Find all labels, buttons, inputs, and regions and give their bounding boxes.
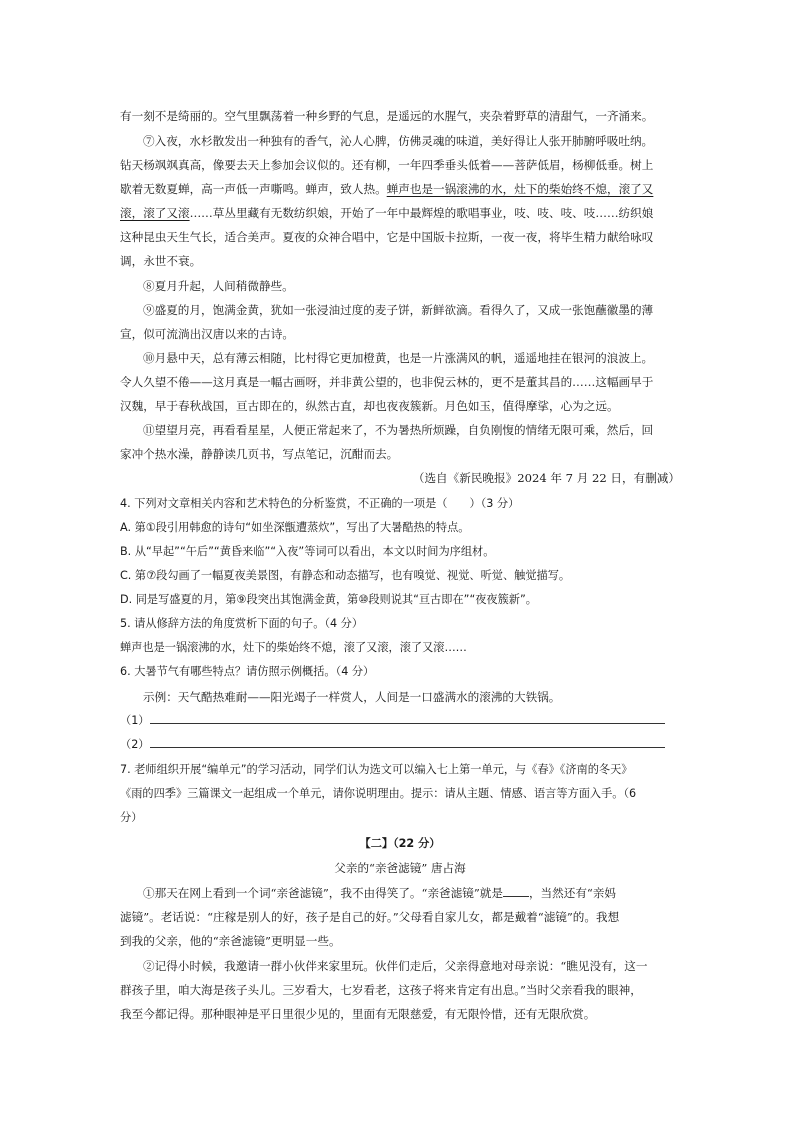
answer-label: （1） [120,714,150,727]
passage-line: 汉魏，早于春秋战国，亘古即在的，纵然古直，却也夜夜簇新。月色如玉，值得摩挲，心为之远。 [120,399,619,413]
option-d: D. 同是写盛夏的月，第⑨段突出其饱满金黄，第⑩段则说其“亘古即在”“夜夜簇新”。 [120,593,537,606]
question-5-stem: 5. 请从修辞方法的角度赏析下面的句子。（4 分） [120,617,364,630]
question-7-line: 7. 老师组织开展“编单元”的学习活动，同学们认为选文可以编入七上第一单元，与《春》《济南的冬天》 [120,763,633,776]
article-text: ①那天在网上看到一个词“亲爸滤镜”，我不由得笑了。“亲爸滤镜”就是 [143,886,503,900]
article-line: ②记得小时候，我邀请一群小伙伴来家里玩。伙伴们走后，父亲得意地对母亲说：“瞧见没有，这一 [143,959,648,973]
fill-blank[interactable] [503,885,529,897]
option-c: C. 第⑦段勾画了一幅夏夜美景图，有静态和动态描写，也有嗅觉、视觉、听觉、触觉描写。 [120,569,571,582]
source-citation: （选自《新民晚报》2024 年 7 月 22 日，有删减） [412,471,680,485]
question-4 [120,494,680,514]
underlined-sentence-cont: ，滚了又 [606,182,654,196]
answer-blank-1[interactable] [150,712,665,724]
underlined-sentence: 蝉声也是一锅滚沸的水，灶下的柴始终不熄 [386,182,607,196]
question-6-example: 示例：天气酷热难耐——阳光竭子一样赏人，人间是一口盛满水的滚沸的大铁锅。 [143,690,561,704]
article-line [143,883,680,903]
passage-line: 调，永世不衰。 [120,254,202,268]
question-5-sentence: 蝉声也是一锅滚沸的水，灶下的柴始终不熄，滚了又滚，滚了又滚…… [120,641,467,654]
article-line: 滤镜”。老话说：“庄稼是别人的好，孩子是自己的好。”父母看自家儿女，都是戴着“滤镜”的。我想 [120,910,620,924]
article-title: 父亲的“亲爸滤镜” 唐占海 [334,861,466,875]
passage-line: 这种昆虫天生气长，适合美声。夏夜的众神合唱中，它是中国版卡拉斯，一夜一夜，将毕生精力献给咏叹 [120,230,654,244]
question-7-line: 《雨的四季》三篇课文一起组成一个单元，请你说明理由。提示：请从主题、情感、语言等方面入手。（6 [120,787,637,800]
question-4-stem: 4. 下列对文章相关内容和艺术特色的分析鉴赏，不正确的一项是（ [120,497,448,510]
passage-text: ……草丛里藏有无数纺织娘，开始了一年中最辉煌的歌唱事业，吱、吱、吱、吱……纺织娘 [189,206,654,220]
passage-line: 宣，似可流淌出汉唐以来的古诗。 [120,327,294,341]
passage-line: ⑦入夜，水杉散发出一种独有的香气，沁人心脾，仿佛灵魂的味道，美好得让人张开肺腑呼吸吐纳。 [143,134,654,148]
passage-line: ⑪望望月亮，再看看星星，人便正常起来了，不为暑热所烦躁，自负刚愎的情绪无限可乘，然后，回 [143,423,654,437]
passage-line: 家冲个热水澡，静静读几页书，写点笔记，沉酣而去。 [120,447,399,461]
article-line: 群孩子里，咱大海是孩子头儿。三岁看大，七岁看老，这孩子将来肯定有出息。”当时父亲看我的眼神， [120,983,642,997]
answer-label: （2） [120,738,150,751]
article-line: 到我的父亲，他的“亲爸滤镜”更明显一些。 [120,934,341,948]
passage-line: ⑩月悬中天，总有薄云相随，比村得它更加橙黄，也是一片涨满风的帆，遥遥地挂在银河的浪波上。 [143,351,654,365]
underlined-sentence-end: 滚，滚了又滚 [120,206,190,220]
answer-blank-2[interactable] [150,736,665,748]
section-heading: 【二】（22 分） [359,837,441,850]
passage-line [120,179,680,199]
passage-line: 令人久望不倦——这月真是一幅古画呀，并非黄公望的，也非倪云林的，更不是董其昌的……这幅画早于 [120,375,654,389]
question-6-stem: 6. 大暑节气有哪些特点？请仿照示例概括。（4 分） [120,665,375,678]
question-7-line: 分） [120,811,143,824]
passage-line: ⑧夏月升起，人间稍微静些。 [143,279,294,293]
answer-line-2 [120,735,680,755]
article-text: ，当然还有“亲妈 [528,886,617,900]
passage-text: 歇着无数夏蝉，高一声低一声嘶鸣。蝉声，致人热。 [120,182,387,196]
passage-line: ⑨盛夏的月，饱满金黄，犹如一张浸油过度的麦子饼，新鲜欲滴。看得久了，又成一张饱蘸徽墨的薄 [143,303,654,317]
article-line: 我至今都记得。那种眼神是平日里很少见的，里面有无限慈爱，有无限怜惜，还有无限欣赏。 [120,1007,596,1021]
passage-line [120,203,680,223]
question-4-points: ）（3 分） [469,497,520,510]
passage-line: 钻天杨飒飒真高，像要去天上参加会议似的。还有柳，一年四季垂头低着——菩萨低眉，杨柳低垂。树上 [120,158,654,172]
option-a: A. 第①段引用韩愈的诗句“如坐深甑遭蒸炊”，写出了大暑酷热的特点。 [120,521,470,534]
answer-line-1 [120,711,680,731]
option-b: B. 从“早起”“午后”“黄昏来临”“入夜”等词可以看出，本文以时间为序组材。 [120,545,495,558]
passage-line: 有一刻不是绮丽的。空气里飘荡着一种乡野的气息，是遥远的水腥气，夹杂着野草的清甜气，一齐涌来。 [120,109,654,123]
